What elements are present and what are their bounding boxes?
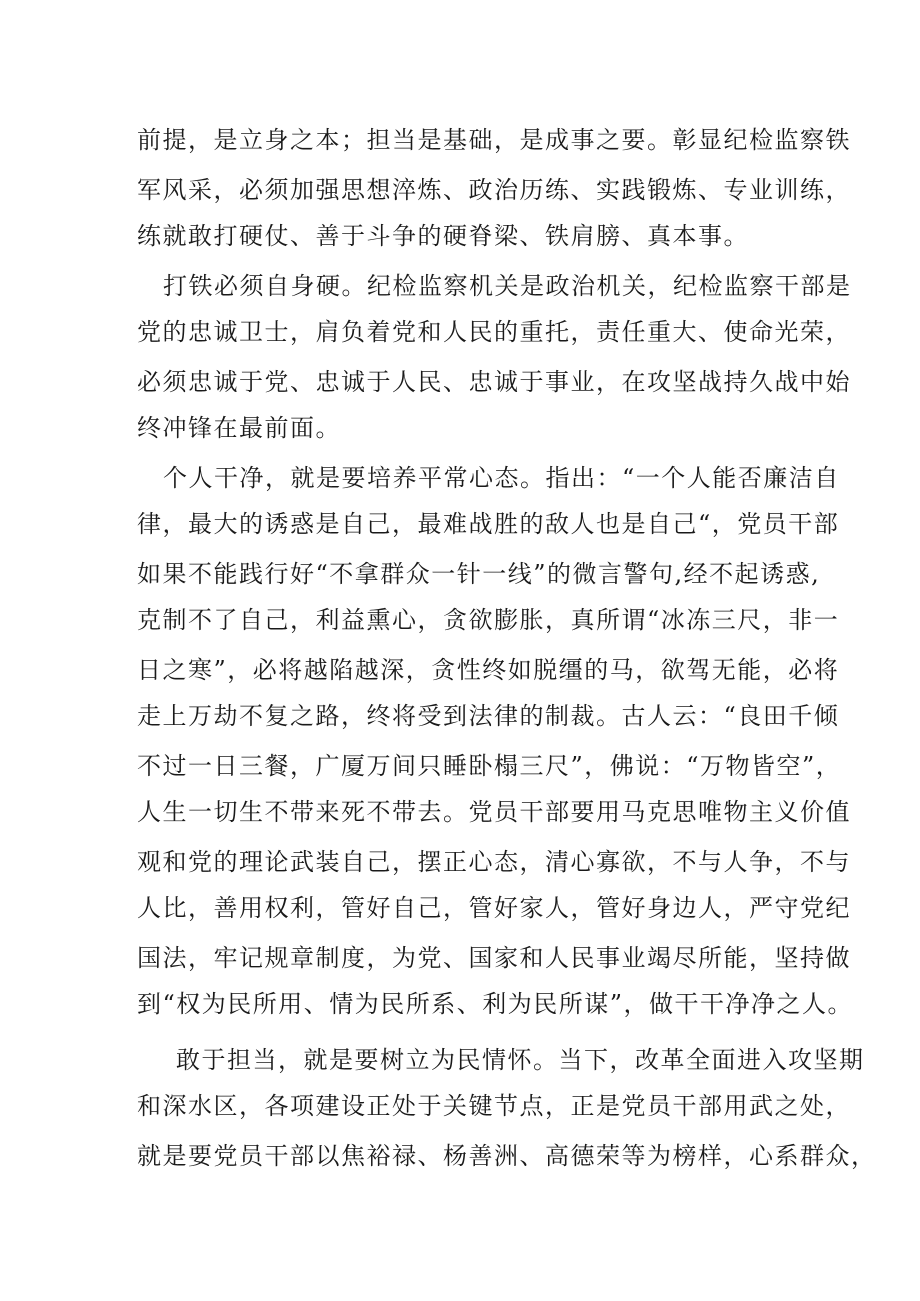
text-line: 国法，牢记规章制度，为党、国家和人民事业竭尽所能，坚持做 [137, 944, 851, 972]
text-line: 不过一日三餐，广厦万间只睡卧榻三尺”，佛说：“万物皆空”， [137, 752, 842, 780]
text-line: 敢于担当，就是要树立为民情怀。当下，改革全面进入攻坚期 [176, 1046, 865, 1074]
text-line: 观和党的理论武装自己，摆正心态，清心寡欲，不与人争，不与 [137, 848, 851, 876]
text-line: 终冲锋在最前面。 [137, 414, 341, 442]
text-line: 练就敢打硬仗、善于斗争的硬脊梁、铁肩膀、真本事。 [137, 222, 749, 250]
text-line: 必须忠诚于党、忠诚于人民、忠诚于事业，在攻坚战持久战中始 [137, 368, 851, 396]
text-line: 就是要党员干部以焦裕禄、杨善洲、高德荣等为榜样，心系群众， [137, 1142, 877, 1170]
text-line: 人比，善用权利，管好自己，管好家人，管好身边人，严守党纪 [137, 894, 851, 922]
text-line: 打铁必须自身硬。纪检监察机关是政治机关，纪检监察干部是 [163, 272, 852, 300]
text-line: 律，最大的诱惑是自己，最难战胜的敌人也是自己“，党员干部 [137, 510, 840, 538]
text-line: 党的忠诚卫士，肩负着党和人民的重托，责任重大、使命光荣， [137, 318, 851, 346]
text-line: 日之寒”，必将越陷越深，贪性终如脱缰的马，欲驾无能，必将 [137, 656, 840, 684]
text-line: 和深水区，各项建设正处于关键节点，正是党员干部用武之处， [137, 1092, 851, 1120]
text-line: 军风采，必须加强思想淬炼、政治历练、实践锻炼、专业训练， [137, 176, 851, 204]
text-line: 前提，是立身之本；担当是基础，是成事之要。彰显纪检监察铁 [137, 126, 851, 154]
text-line: 走上万劫不复之路，终将受到法律的制裁。古人云：“良田千倾 [137, 702, 840, 730]
text-line: 人生一切生不带来死不带去。党员干部要用马克思唯物主义价值 [137, 798, 851, 826]
text-line: 个人干净，就是要培养平常心态。指出：“一个人能否廉洁自 [163, 464, 840, 492]
text-line: 克制不了自己，利益熏心，贪欲膨胀，真所谓“冰冻三尺，非一 [137, 606, 840, 634]
text-line: 如果不能践行好“不拿群众一针一线”的微言警句,经不起诱惑, [137, 560, 821, 588]
text-line: 到“权为民所用、情为民所系、利为民所谋”，做干干净净之人。 [137, 990, 854, 1018]
